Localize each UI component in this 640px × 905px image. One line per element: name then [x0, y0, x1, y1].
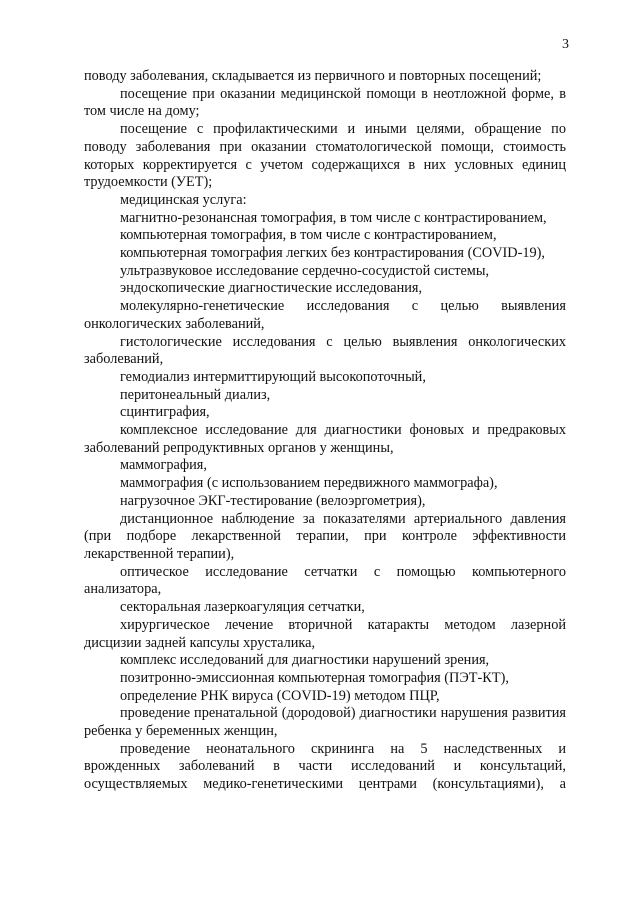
paragraph: комплексное исследование для диагностики фоновых и предраковых заболеваний репродуктивных органов у женщины,	[84, 422, 566, 456]
paragraph: ультразвуковое исследование сердечно-сосудистой системы,	[120, 262, 490, 279]
paragraph: гистологические исследования с целью выявления онкологических заболеваний,	[84, 333, 566, 368]
paragraph: поводу заболевания, складывается из первичного и повторных посещений;	[84, 68, 542, 84]
paragraph: компьютерная томография, в том числе с контрастированием,	[120, 227, 497, 244]
paragraph: молекулярно-генетические исследования с целью выявления онкологических заболеваний,	[84, 298, 566, 332]
paragraph: маммография (с использованием передвижного маммографа),	[120, 475, 498, 492]
paragraph: гемодиализ интермиттирующий высокопоточный,	[120, 368, 426, 385]
paragraph: проведение пренатальной (дородовой) диагностики нарушения развития ребенка у беременных женщин,	[84, 705, 566, 740]
paragraph: магнитно-резонансная томография, в том числе с контрастированием,	[120, 209, 547, 226]
page-number: 3	[562, 37, 569, 52]
paragraph: эндоскопические диагностические исследования,	[120, 280, 423, 297]
paragraph: дистанционное наблюдение за показателями артериального давления (при подборе лекарственной терапии, при контроле эффективности лекарственной терапии),	[84, 510, 566, 562]
paragraph: посещение при оказании медицинской помощи в неотложной форме, в том числе на дому;	[84, 85, 566, 120]
paragraph: медицинская услуга:	[120, 191, 247, 208]
paragraph: хирургическое лечение вторичной катаракты методом лазерной дисцизии задней капсулы хрусталика,	[84, 616, 566, 651]
paragraph: посещение с профилактическими и иными целями, обращение по поводу заболевания при оказании стоматологической помощи, стоимость которых корректируется с учетом содержащихся в них условных единиц трудоемкости (УЕТ);	[84, 121, 566, 191]
paragraph: нагрузочное ЭКГ-тестирование (велоэргометрия),	[120, 492, 426, 509]
paragraph: сцинтиграфия,	[120, 404, 210, 421]
paragraph: оптическое исследование сетчатки с помощью компьютерного анализатора,	[84, 563, 566, 598]
document-body	[84, 68, 566, 794]
paragraph: маммография,	[120, 457, 207, 474]
paragraph: секторальная лазеркоагуляция сетчатки,	[120, 599, 365, 616]
paragraph: проведение неонатального скрининга на 5 наследственных и врожденных заболеваний в части исследований и консультаций, осуществляемых медико-генетическими центрами (консультациями), а	[84, 740, 566, 793]
paragraph: позитронно-эмиссионная компьютерная томография (ПЭТ-КТ),	[120, 669, 509, 686]
paragraph: определение РНК вируса (COVID-19) методом ПЦР,	[120, 687, 440, 704]
paragraph: перитонеальный диализ,	[120, 386, 271, 403]
paragraph: компьютерная томография легких без контрастирования (COVID-19),	[120, 245, 546, 262]
paragraph: комплекс исследований для диагностики нарушений зрения,	[120, 652, 490, 669]
